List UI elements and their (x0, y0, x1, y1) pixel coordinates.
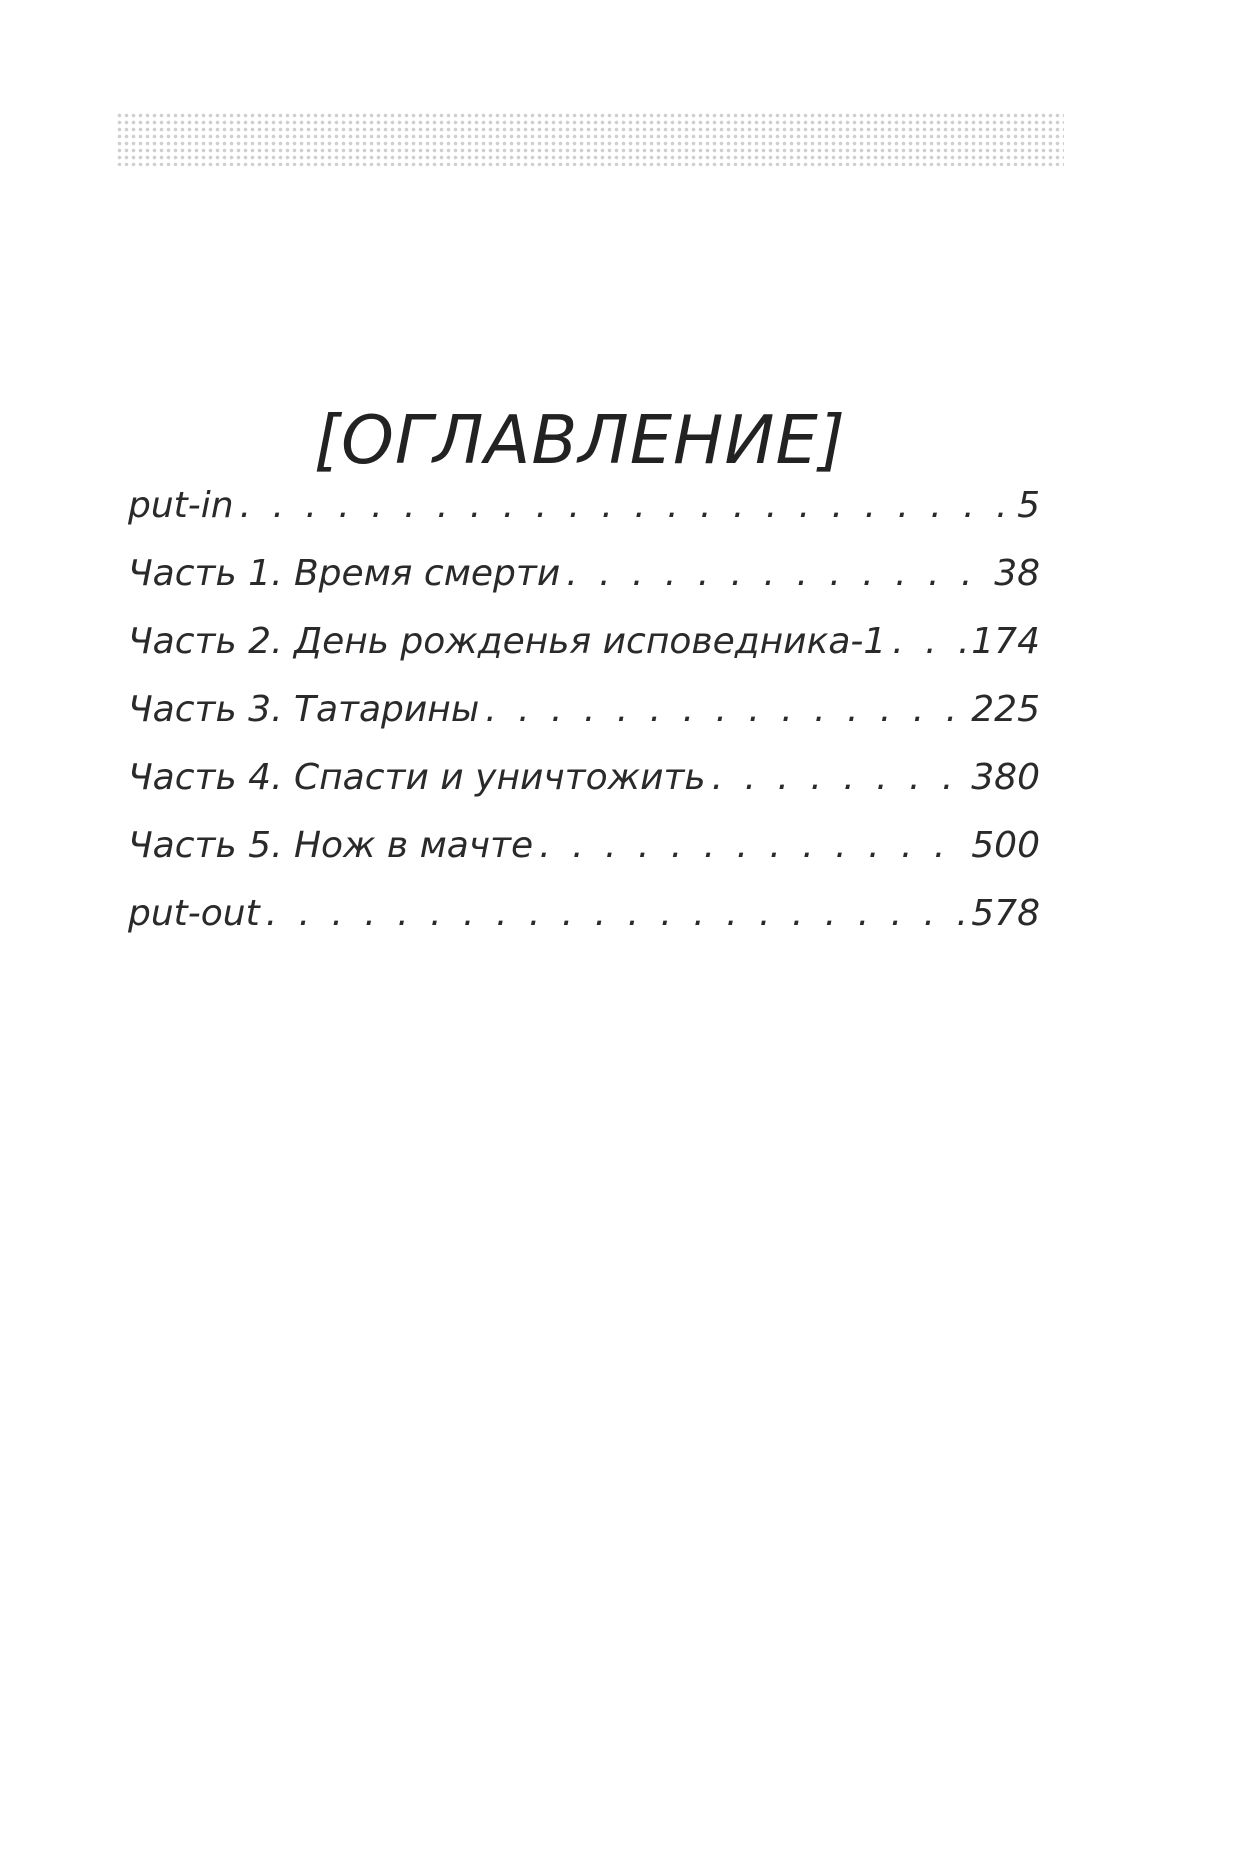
decorative-dot-band (116, 112, 1064, 166)
dot-leader (539, 812, 965, 880)
toc-entry-label: Часть 1. Время смерти (128, 553, 561, 594)
dot-leader (712, 744, 966, 812)
toc-entry[interactable] (128, 540, 1040, 608)
toc-entry[interactable] (128, 608, 1040, 676)
dot-leader (485, 676, 965, 744)
page-title: [ОГЛАВЛЕНИЕ] (313, 400, 847, 479)
toc-entry[interactable] (128, 676, 1040, 744)
toc-entry-page: 500 (971, 825, 1040, 866)
toc-entry[interactable] (128, 812, 1040, 880)
dot-leader (266, 880, 966, 948)
toc-entry-label: Часть 5. Нож в мачте (128, 825, 534, 866)
toc-entry-page: 380 (971, 757, 1040, 798)
toc-entry-page: 38 (994, 553, 1040, 594)
toc-entry-page: 5 (1017, 485, 1040, 526)
table-of-contents (128, 472, 1040, 948)
toc-entry-label: Часть 2. День рожденья исповедника-1 (128, 621, 887, 662)
toc-entry-page: 578 (971, 893, 1040, 934)
toc-entry-page: 174 (971, 621, 1040, 662)
dot-leader (240, 472, 1012, 540)
toc-entry-label: put-in (128, 485, 234, 526)
toc-entry-label: put-out (128, 893, 260, 934)
toc-entry-label: Часть 4. Спасти и уничтожить (128, 757, 706, 798)
dot-leader (566, 540, 988, 608)
dot-leader (892, 608, 965, 676)
toc-entry[interactable] (128, 472, 1040, 540)
toc-entry[interactable] (128, 880, 1040, 948)
toc-entry-page: 225 (971, 689, 1040, 730)
toc-entry-label: Часть 3. Татарины (128, 689, 480, 730)
toc-entry[interactable] (128, 744, 1040, 812)
